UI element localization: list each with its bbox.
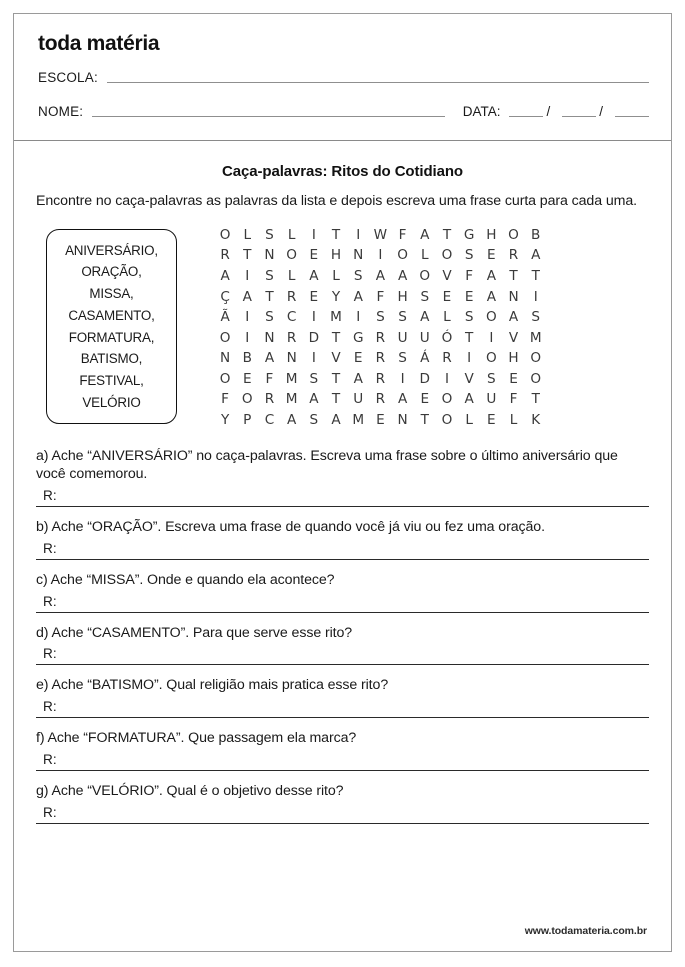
- grid-row: [214, 389, 547, 410]
- grid-cell[interactable]: N: [264, 247, 275, 264]
- data-day-input-line[interactable]: [509, 116, 543, 117]
- grid-cell[interactable]: I: [444, 370, 449, 387]
- word-list-item: BATISMO,: [80, 351, 143, 367]
- grid-cell[interactable]: M: [285, 370, 298, 387]
- grid-cell[interactable]: S: [353, 267, 363, 284]
- grid-row: [214, 410, 547, 431]
- grid-cell[interactable]: S: [376, 309, 385, 326]
- word-list-box: [46, 229, 177, 425]
- grid-cell[interactable]: T: [331, 391, 341, 408]
- nome-field-row: [38, 104, 649, 120]
- grid-cell[interactable]: E: [353, 350, 363, 367]
- answer-line[interactable]: [36, 804, 649, 824]
- grid-cell[interactable]: N: [286, 350, 297, 367]
- grid-cell[interactable]: V: [442, 267, 452, 284]
- grid-cell[interactable]: O: [219, 329, 231, 346]
- grid-cell[interactable]: N: [508, 288, 519, 305]
- grid-cell[interactable]: M: [352, 412, 365, 429]
- grid-cell[interactable]: O: [441, 412, 453, 429]
- grid-row: [214, 307, 547, 328]
- grid-cell[interactable]: S: [309, 370, 319, 387]
- answer-label: R:: [43, 804, 57, 820]
- grid-cell[interactable]: F: [221, 391, 229, 408]
- question-block: [36, 624, 649, 666]
- grid-cell[interactable]: R: [286, 329, 297, 346]
- grid-cell[interactable]: A: [331, 412, 341, 429]
- escola-field-row: [38, 70, 649, 86]
- grid-cell[interactable]: D: [308, 329, 320, 346]
- question-block: [36, 518, 649, 560]
- grid-cell[interactable]: I: [533, 288, 538, 305]
- date-separator-1: /: [546, 104, 551, 119]
- grid-cell[interactable]: A: [353, 370, 363, 387]
- grid-cell[interactable]: F: [465, 267, 474, 284]
- word-list-item: ANIVERSÁRIO,: [65, 242, 158, 258]
- grid-cell[interactable]: E: [309, 247, 319, 264]
- grid-row: [214, 225, 547, 246]
- grid-row: [214, 369, 547, 390]
- grid-cell[interactable]: L: [443, 309, 451, 326]
- grid-cell[interactable]: R: [375, 370, 386, 387]
- answer-label: R:: [43, 699, 57, 715]
- grid-cell[interactable]: S: [265, 226, 274, 243]
- escola-label: ESCOLA:: [38, 70, 98, 85]
- grid-cell[interactable]: G: [352, 329, 364, 346]
- grid-cell[interactable]: E: [487, 247, 496, 264]
- grid-cell[interactable]: E: [442, 288, 452, 305]
- grid-cell[interactable]: M: [529, 329, 542, 346]
- answer-line[interactable]: [36, 645, 649, 665]
- grid-cell[interactable]: T: [331, 370, 341, 387]
- grid-cell[interactable]: S: [487, 370, 496, 387]
- grid-cell[interactable]: S: [531, 309, 541, 326]
- grid-cell[interactable]: F: [509, 391, 518, 408]
- grid-cell[interactable]: A: [353, 288, 363, 305]
- grid-cell[interactable]: P: [243, 412, 252, 429]
- grid-cell[interactable]: T: [243, 247, 252, 264]
- grid-cell[interactable]: S: [464, 247, 474, 264]
- grid-cell[interactable]: U: [397, 329, 408, 346]
- grid-cell[interactable]: A: [287, 412, 297, 429]
- grid-cell[interactable]: L: [420, 247, 429, 264]
- grid-cell[interactable]: K: [531, 412, 541, 429]
- grid-cell[interactable]: A: [420, 309, 430, 326]
- grid-cell[interactable]: O: [241, 391, 253, 408]
- grid-cell[interactable]: L: [465, 412, 473, 429]
- grid-cell[interactable]: A: [220, 267, 230, 284]
- grid-cell[interactable]: A: [375, 267, 386, 284]
- grid-cell[interactable]: L: [243, 226, 252, 243]
- answer-label: R:: [43, 488, 57, 504]
- grid-cell[interactable]: V: [331, 350, 341, 367]
- grid-cell[interactable]: A: [397, 391, 408, 408]
- grid-cell[interactable]: F: [376, 288, 385, 305]
- grid-cell[interactable]: E: [420, 391, 430, 408]
- word-list-item: ORAÇÃO,: [81, 264, 142, 280]
- grid-cell[interactable]: A: [486, 267, 496, 284]
- grid-cell[interactable]: R: [220, 247, 230, 264]
- grid-cell[interactable]: I: [311, 226, 316, 243]
- worksheet-page: [13, 13, 672, 952]
- question-text: b) Ache “ORAÇÃO”. Escreva uma frase de quando você já viu ou fez uma oração.: [36, 519, 545, 536]
- grid-cell[interactable]: T: [265, 288, 274, 305]
- answer-line[interactable]: [36, 698, 649, 718]
- grid-cell[interactable]: H: [330, 247, 342, 264]
- grid-cell[interactable]: A: [420, 226, 430, 243]
- footer-url: www.todamateria.com.br: [524, 925, 647, 937]
- question-block: [36, 676, 649, 718]
- grid-cell[interactable]: Ã: [220, 309, 230, 326]
- grid-cell[interactable]: A: [508, 309, 519, 326]
- grid-cell[interactable]: T: [531, 267, 540, 284]
- grid-cell[interactable]: S: [398, 350, 407, 367]
- answer-line[interactable]: [36, 751, 649, 771]
- word-search-grid: [214, 225, 547, 431]
- grid-cell[interactable]: O: [530, 370, 542, 387]
- grid-cell[interactable]: E: [509, 370, 518, 387]
- answer-label: R:: [43, 646, 57, 662]
- grid-cell[interactable]: T: [465, 329, 474, 346]
- grid-cell[interactable]: Y: [331, 288, 341, 305]
- question-block: [36, 782, 649, 824]
- grid-cell[interactable]: M: [330, 309, 342, 326]
- grid-cell[interactable]: R: [442, 350, 452, 367]
- answer-line[interactable]: [36, 593, 649, 613]
- answer-label: R:: [43, 540, 57, 556]
- question-text: g) Ache “VELÓRIO”. Qual é o objetivo desse rito?: [36, 782, 344, 799]
- answer-line[interactable]: [36, 540, 649, 560]
- grid-cell[interactable]: C: [264, 412, 275, 429]
- grid-cell[interactable]: T: [331, 329, 341, 346]
- grid-cell[interactable]: H: [486, 226, 497, 243]
- grid-cell[interactable]: O: [530, 350, 542, 367]
- word-list-item: FORMATURA,: [68, 329, 155, 345]
- grid-cell[interactable]: U: [419, 329, 430, 346]
- date-separator-2: /: [599, 104, 603, 119]
- grid-cell[interactable]: E: [309, 288, 319, 305]
- grid-cell[interactable]: O: [397, 247, 408, 264]
- grid-cell[interactable]: F: [398, 226, 407, 243]
- grid-cell[interactable]: L: [287, 267, 296, 284]
- grid-cell[interactable]: D: [419, 370, 431, 387]
- nome-input-line[interactable]: [92, 116, 444, 117]
- grid-cell[interactable]: O: [219, 226, 231, 243]
- grid-cell[interactable]: I: [400, 370, 405, 387]
- grid-cell[interactable]: W: [373, 226, 388, 243]
- page-title: Caça-palavras: Ritos do Cotidiano: [222, 163, 463, 180]
- word-list-item: CASAMENTO,: [68, 307, 155, 323]
- grid-cell[interactable]: R: [264, 391, 275, 408]
- grid-cell[interactable]: I: [245, 267, 250, 284]
- grid-cell[interactable]: H: [397, 288, 408, 305]
- grid-cell[interactable]: L: [287, 226, 296, 243]
- answer-line[interactable]: [36, 487, 649, 507]
- grid-cell[interactable]: H: [508, 350, 519, 367]
- grid-cell[interactable]: G: [463, 226, 475, 243]
- grid-cell[interactable]: O: [219, 370, 231, 387]
- question-text: c) Ache “MISSA”. Onde e quando ela acontece?: [36, 571, 335, 588]
- grid-cell[interactable]: S: [309, 412, 319, 429]
- grid-cell[interactable]: I: [467, 350, 472, 367]
- grid-cell[interactable]: A: [464, 391, 474, 408]
- grid-cell[interactable]: R: [375, 329, 386, 346]
- grid-cell[interactable]: Ç: [220, 288, 230, 305]
- grid-cell[interactable]: A: [531, 247, 541, 264]
- worksheet-header: [14, 14, 671, 141]
- escola-input-line[interactable]: [107, 82, 649, 83]
- grid-cell[interactable]: S: [420, 288, 430, 305]
- grid-cell[interactable]: O: [485, 309, 497, 326]
- word-list-item: FESTIVAL,: [79, 372, 144, 388]
- grid-row: [214, 348, 547, 369]
- grid-cell[interactable]: B: [242, 350, 252, 367]
- grid-cell[interactable]: V: [508, 329, 519, 346]
- answer-label: R:: [43, 593, 57, 609]
- grid-cell[interactable]: R: [508, 247, 519, 264]
- grid-cell[interactable]: I: [311, 309, 316, 326]
- question-text: e) Ache “BATISMO”. Qual religião mais pratica esse rito?: [36, 677, 389, 694]
- grid-cell[interactable]: A: [309, 391, 319, 408]
- grid-cell[interactable]: A: [397, 267, 408, 284]
- grid-cell[interactable]: E: [487, 412, 496, 429]
- question-block: [36, 729, 649, 771]
- grid-cell[interactable]: A: [242, 288, 252, 305]
- grid-cell[interactable]: I: [378, 247, 383, 264]
- question-block: [36, 571, 649, 613]
- grid-cell[interactable]: N: [353, 247, 364, 264]
- grid-cell[interactable]: I: [311, 350, 316, 367]
- grid-cell[interactable]: T: [420, 412, 429, 429]
- grid-cell[interactable]: O: [485, 350, 497, 367]
- grid-row: [214, 328, 547, 349]
- question-text: f) Ache “FORMATURA”. Que passagem ela marca?: [36, 730, 357, 747]
- data-month-input-line[interactable]: [562, 116, 596, 117]
- grid-cell[interactable]: U: [353, 391, 364, 408]
- grid-cell[interactable]: L: [509, 412, 518, 429]
- grid-cell[interactable]: I: [489, 329, 494, 346]
- grid-cell[interactable]: C: [286, 309, 297, 326]
- grid-cell[interactable]: Ó: [441, 329, 453, 346]
- grid-cell[interactable]: T: [331, 226, 341, 243]
- word-list-item: VELÓRIO: [82, 394, 141, 410]
- question-text: a) Ache “ANIVERSÁRIO” no caça-palavras. Escreva uma frase sobre o último aniversário que você comemorou.: [36, 447, 618, 483]
- grid-cell[interactable]: F: [265, 370, 274, 387]
- question-text: d) Ache “CASAMENTO”. Para que serve esse rito?: [36, 624, 353, 641]
- grid-cell[interactable]: S: [464, 309, 474, 326]
- grid-cell[interactable]: R: [375, 391, 386, 408]
- grid-cell[interactable]: N: [264, 329, 275, 346]
- grid-cell[interactable]: M: [285, 391, 298, 408]
- grid-cell[interactable]: E: [376, 412, 385, 429]
- grid-cell[interactable]: E: [464, 288, 474, 305]
- grid-cell[interactable]: O: [419, 267, 431, 284]
- grid-cell[interactable]: U: [486, 391, 497, 408]
- grid-cell[interactable]: A: [309, 267, 319, 284]
- grid-cell[interactable]: T: [442, 226, 452, 243]
- grid-cell[interactable]: E: [242, 370, 252, 387]
- grid-cell[interactable]: R: [286, 288, 297, 305]
- grid-cell[interactable]: V: [464, 370, 474, 387]
- grid-row: [214, 245, 547, 266]
- grid-cell[interactable]: O: [441, 391, 453, 408]
- data-year-input-line[interactable]: [615, 116, 649, 117]
- grid-cell[interactable]: T: [509, 267, 518, 284]
- grid-cell[interactable]: S: [398, 309, 407, 326]
- question-block: [36, 447, 649, 507]
- questions-list: [36, 447, 649, 824]
- grid-cell[interactable]: T: [531, 391, 540, 408]
- brand-logo: toda matéria: [38, 32, 160, 55]
- grid-cell[interactable]: I: [356, 309, 361, 326]
- grid-cell[interactable]: A: [486, 288, 496, 305]
- grid-cell[interactable]: I: [245, 329, 250, 346]
- answer-label: R:: [43, 751, 57, 767]
- grid-cell[interactable]: B: [531, 226, 541, 243]
- grid-cell[interactable]: O: [441, 247, 453, 264]
- grid-cell[interactable]: S: [265, 309, 274, 326]
- instructions-text: Encontre no caça-palavras as palavras da lista e depois escreva uma frase curta para cada uma.: [36, 193, 637, 209]
- data-label: DATA:: [462, 104, 501, 119]
- nome-label: NOME:: [38, 104, 84, 119]
- grid-cell[interactable]: S: [265, 267, 274, 284]
- grid-cell[interactable]: I: [356, 226, 361, 243]
- grid-cell[interactable]: O: [508, 226, 519, 243]
- grid-cell[interactable]: R: [375, 350, 386, 367]
- grid-row: [214, 287, 547, 308]
- grid-cell[interactable]: I: [245, 309, 250, 326]
- grid-cell[interactable]: N: [220, 350, 231, 367]
- puzzle-section: [36, 223, 649, 431]
- word-list-item: MISSA,: [89, 286, 134, 302]
- grid-row: [214, 266, 547, 287]
- grid-cell[interactable]: L: [332, 267, 340, 284]
- grid-cell[interactable]: Y: [220, 412, 230, 429]
- grid-cell[interactable]: O: [286, 247, 297, 264]
- worksheet-body: [14, 163, 671, 824]
- grid-cell[interactable]: A: [264, 350, 275, 367]
- grid-cell[interactable]: N: [397, 412, 408, 429]
- grid-cell[interactable]: Á: [420, 350, 430, 367]
